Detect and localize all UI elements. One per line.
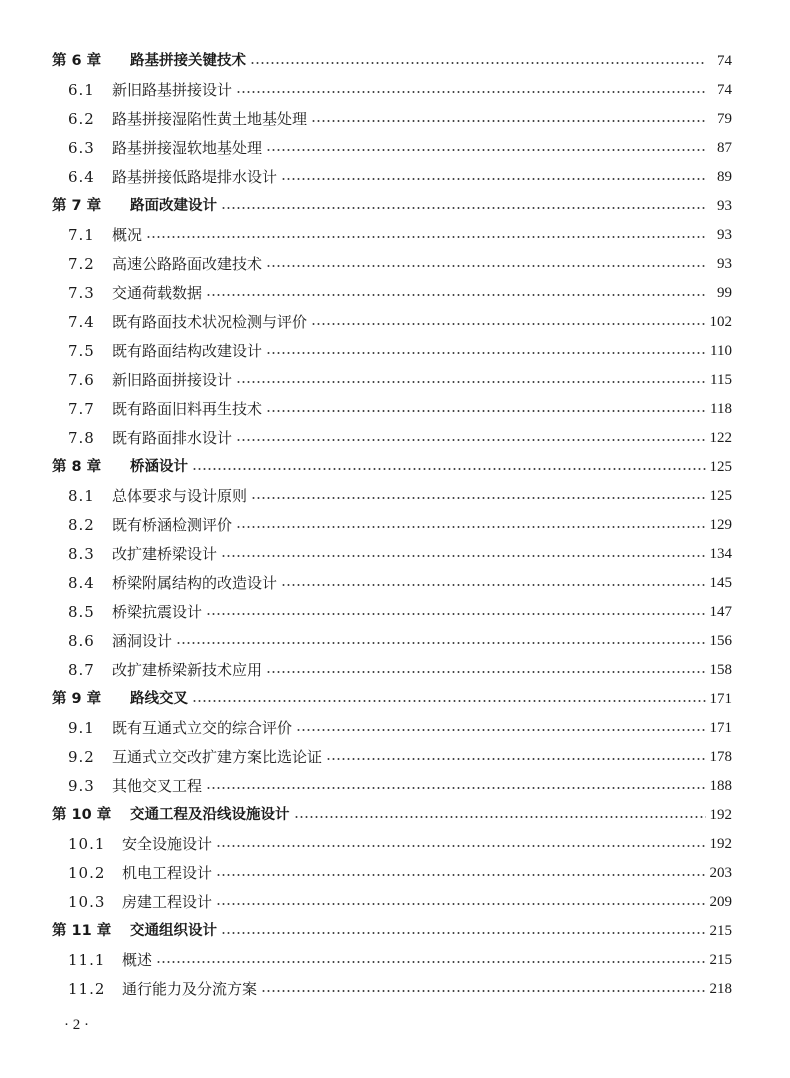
- section-number: 10.1: [68, 835, 106, 853]
- dot-leader: [216, 874, 705, 876]
- section-number: 11.2: [68, 980, 106, 998]
- toc-section-entry[interactable]: [68, 398, 732, 420]
- page-number: 215: [709, 923, 732, 939]
- section-title: 其他交叉工程: [112, 777, 203, 795]
- toc-section-entry[interactable]: [68, 340, 732, 362]
- dot-leader: [281, 178, 706, 180]
- page-number: 171: [709, 691, 732, 707]
- section-number: 10.3: [68, 893, 106, 911]
- section-title: 房建工程设计: [122, 893, 213, 911]
- page-number: 188: [709, 778, 732, 794]
- section-number: 6.3: [68, 139, 95, 157]
- chapter-title: 路线交叉: [130, 691, 188, 707]
- page-number: 110: [710, 343, 732, 359]
- dot-leader: [236, 526, 705, 528]
- toc-section-entry[interactable]: [68, 253, 732, 275]
- page-number: 125: [709, 488, 732, 504]
- section-number: 6.4: [68, 168, 95, 186]
- section-title: 既有路面技术状况检测与评价: [112, 313, 308, 331]
- toc-section-entry[interactable]: [68, 427, 732, 449]
- toc-section-entry[interactable]: [68, 485, 732, 507]
- section-number: 8.7: [68, 661, 95, 679]
- section-title: 桥梁抗震设计: [112, 603, 203, 621]
- toc-chapter-entry[interactable]: [52, 50, 732, 72]
- section-title: 高速公路路面改建技术: [112, 255, 263, 273]
- section-title: 交通荷载数据: [112, 284, 203, 302]
- section-title: 路基拼接湿陷性黄土地基处理: [112, 110, 308, 128]
- page-number: 192: [709, 807, 732, 823]
- dot-leader: [250, 62, 706, 64]
- section-title: 路基拼接低路堤排水设计: [112, 168, 278, 186]
- section-number: 6.2: [68, 110, 95, 128]
- toc-section-entry[interactable]: [68, 717, 732, 739]
- section-number: 7.5: [68, 342, 95, 360]
- chapter-number: 第 8 章: [52, 459, 102, 475]
- section-title: 桥梁附属结构的改造设计: [112, 574, 278, 592]
- toc-section-entry[interactable]: [68, 137, 732, 159]
- page-number: 218: [709, 981, 732, 997]
- section-title: 互通式立交改扩建方案比选论证: [112, 748, 323, 766]
- section-title: 既有互通式立交的综合评价: [112, 719, 293, 737]
- page-number: 129: [709, 517, 732, 533]
- page-number: 118: [710, 401, 732, 417]
- toc-section-entry[interactable]: [68, 949, 732, 971]
- toc-section-entry[interactable]: [68, 891, 732, 913]
- section-number: 9.1: [68, 719, 95, 737]
- section-title: 新旧路基拼接设计: [112, 81, 233, 99]
- dot-leader: [236, 91, 706, 93]
- section-number: 8.4: [68, 574, 95, 592]
- page-number: 74: [717, 82, 732, 98]
- section-number: 8.3: [68, 545, 95, 563]
- toc-section-entry[interactable]: [68, 311, 732, 333]
- section-number: 6.1: [68, 81, 95, 99]
- page-number: 93: [717, 227, 732, 243]
- section-number: 7.7: [68, 400, 95, 418]
- section-title: 总体要求与设计原则: [112, 487, 248, 505]
- section-title: 既有路面旧料再生技术: [112, 400, 263, 418]
- page-number: 178: [709, 749, 732, 765]
- dot-leader: [311, 120, 706, 122]
- dot-leader: [236, 381, 706, 383]
- section-number: 8.2: [68, 516, 95, 534]
- dot-leader: [266, 265, 706, 267]
- chapter-number: 第 11 章: [52, 923, 112, 939]
- section-number: 8.1: [68, 487, 95, 505]
- dot-leader: [251, 497, 705, 499]
- toc-section-entry[interactable]: [68, 79, 732, 101]
- section-title: 既有桥涵检测评价: [112, 516, 233, 534]
- page-number: 102: [709, 314, 732, 330]
- section-title: 改扩建桥梁设计: [112, 545, 218, 563]
- section-title: 既有路面结构改建设计: [112, 342, 263, 360]
- toc-section-entry[interactable]: [68, 746, 732, 768]
- toc-section-entry[interactable]: [68, 862, 732, 884]
- toc-chapter-entry[interactable]: [52, 920, 732, 942]
- dot-leader: [326, 758, 705, 760]
- dot-leader: [216, 903, 705, 905]
- chapter-number: 第 10 章: [52, 807, 112, 823]
- dot-leader: [206, 787, 705, 789]
- section-title: 改扩建桥梁新技术应用: [112, 661, 263, 679]
- section-number: 7.3: [68, 284, 95, 302]
- section-title: 新旧路面拼接设计: [112, 371, 233, 389]
- dot-leader: [206, 294, 706, 296]
- section-title: 机电工程设计: [122, 864, 213, 882]
- page-number: 209: [709, 894, 732, 910]
- dot-leader: [176, 642, 705, 644]
- section-title: 概况: [112, 226, 143, 244]
- chapter-title: 路基拼接关键技术: [130, 53, 246, 69]
- dot-leader: [236, 439, 705, 441]
- page-number: 79: [717, 111, 732, 127]
- toc-section-entry[interactable]: [68, 978, 732, 1000]
- page-number: 115: [710, 372, 732, 388]
- toc-section-entry[interactable]: [68, 369, 732, 391]
- dot-leader: [294, 816, 706, 818]
- chapter-title: 桥涵设计: [130, 459, 188, 475]
- page-number: 89: [717, 169, 732, 185]
- dot-leader: [192, 700, 706, 702]
- section-number: 11.1: [68, 951, 106, 969]
- chapter-title: 路面改建设计: [130, 198, 217, 214]
- dot-leader: [266, 352, 706, 354]
- page-number: 192: [709, 836, 732, 852]
- toc-section-entry[interactable]: [68, 833, 732, 855]
- toc-chapter-entry[interactable]: [52, 804, 732, 826]
- toc-section-entry[interactable]: [68, 630, 732, 652]
- section-number: 7.2: [68, 255, 95, 273]
- dot-leader: [261, 990, 705, 992]
- section-number: 7.6: [68, 371, 95, 389]
- chapter-title: 交通工程及沿线设施设计: [130, 807, 290, 823]
- page-number: 122: [709, 430, 732, 446]
- toc-chapter-entry[interactable]: [52, 688, 732, 710]
- dot-leader: [192, 468, 706, 470]
- dot-leader: [146, 236, 706, 238]
- page-number: 99: [717, 285, 732, 301]
- page-number-footer: · 2 ·: [64, 1017, 89, 1033]
- page-number: 93: [717, 198, 732, 214]
- page-number: 74: [717, 53, 732, 69]
- toc-chapter-entry[interactable]: [52, 195, 732, 217]
- toc-section-entry[interactable]: [68, 543, 732, 565]
- dot-leader: [221, 555, 705, 557]
- page-number: 215: [709, 952, 732, 968]
- page-number: 147: [709, 604, 732, 620]
- dot-leader: [311, 323, 705, 325]
- section-title: 概述: [122, 951, 153, 969]
- section-number: 7.4: [68, 313, 95, 331]
- page-number: 145: [709, 575, 732, 591]
- dot-leader: [296, 729, 705, 731]
- toc-section-entry[interactable]: [68, 572, 732, 594]
- section-number: 10.2: [68, 864, 106, 882]
- toc-section-entry[interactable]: [68, 108, 732, 130]
- dot-leader: [266, 149, 706, 151]
- page-number: 156: [709, 633, 732, 649]
- page-number: 203: [709, 865, 732, 881]
- section-title: 既有路面排水设计: [112, 429, 233, 447]
- page-number: 93: [717, 256, 732, 272]
- toc-section-entry[interactable]: [68, 514, 732, 536]
- section-title: 安全设施设计: [122, 835, 213, 853]
- page-number: 171: [709, 720, 732, 736]
- dot-leader: [221, 932, 706, 934]
- toc-section-entry[interactable]: [68, 224, 732, 246]
- toc-section-entry[interactable]: [68, 282, 732, 304]
- page-number: 125: [709, 459, 732, 475]
- section-number: 8.6: [68, 632, 95, 650]
- toc-section-entry[interactable]: [68, 166, 732, 188]
- chapter-title: 交通组织设计: [130, 923, 217, 939]
- toc-section-entry[interactable]: [68, 775, 732, 797]
- page-number: 87: [717, 140, 732, 156]
- dot-leader: [266, 410, 706, 412]
- section-number: 7.1: [68, 226, 95, 244]
- section-title: 涵洞设计: [112, 632, 173, 650]
- page-number: 134: [709, 546, 732, 562]
- dot-leader: [216, 845, 705, 847]
- dot-leader: [266, 671, 705, 673]
- page-number: 158: [709, 662, 732, 678]
- section-title: 通行能力及分流方案: [122, 980, 258, 998]
- chapter-number: 第 7 章: [52, 198, 102, 214]
- section-number: 7.8: [68, 429, 95, 447]
- toc-section-entry[interactable]: [68, 601, 732, 623]
- section-number: 9.3: [68, 777, 95, 795]
- toc-chapter-entry[interactable]: [52, 456, 732, 478]
- section-number: 8.5: [68, 603, 95, 621]
- toc-section-entry[interactable]: [68, 659, 732, 681]
- section-title: 路基拼接湿软地基处理: [112, 139, 263, 157]
- dot-leader: [221, 207, 706, 209]
- section-number: 9.2: [68, 748, 95, 766]
- chapter-number: 第 9 章: [52, 691, 102, 707]
- dot-leader: [156, 961, 705, 963]
- dot-leader: [206, 613, 705, 615]
- dot-leader: [281, 584, 705, 586]
- chapter-number: 第 6 章: [52, 53, 102, 69]
